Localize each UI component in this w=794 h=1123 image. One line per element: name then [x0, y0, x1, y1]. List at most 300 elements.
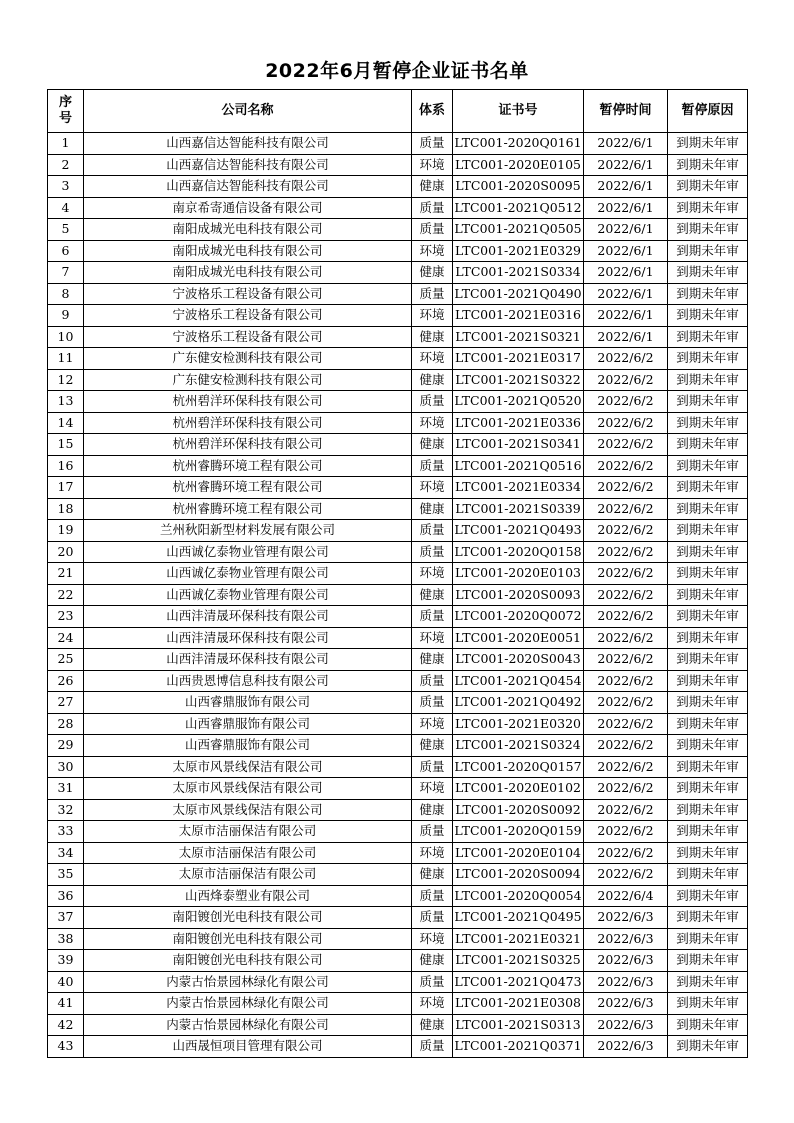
- row-reason: 到期未年审: [668, 133, 748, 155]
- row-suspend-date: 2022/6/2: [584, 627, 668, 649]
- row-seq: 21: [48, 563, 84, 585]
- row-suspend-date: 2022/6/2: [584, 369, 668, 391]
- row-cert-no: LTC001-2021Q0495: [453, 907, 584, 929]
- row-seq: 10: [48, 326, 84, 348]
- row-suspend-date: 2022/6/1: [584, 262, 668, 284]
- row-cert-no: LTC001-2021S0325: [453, 950, 584, 972]
- row-suspend-date: 2022/6/2: [584, 799, 668, 821]
- row-company: 山西烽泰塑业有限公司: [84, 885, 412, 907]
- row-cert-no: LTC001-2020Q0161: [453, 133, 584, 155]
- table-row: [48, 799, 748, 821]
- row-suspend-date: 2022/6/2: [584, 821, 668, 843]
- row-system: 质量: [412, 219, 453, 241]
- row-suspend-date: 2022/6/4: [584, 885, 668, 907]
- row-system: 环境: [412, 240, 453, 262]
- row-cert-no: LTC001-2021Q0493: [453, 520, 584, 542]
- row-reason: 到期未年审: [668, 262, 748, 284]
- header-reason: 暂停原因: [668, 90, 748, 133]
- row-suspend-date: 2022/6/2: [584, 735, 668, 757]
- row-company: 杭州睿腾环境工程有限公司: [84, 455, 412, 477]
- table-row: [48, 369, 748, 391]
- row-reason: 到期未年审: [668, 176, 748, 198]
- table-row: [48, 434, 748, 456]
- row-cert-no: LTC001-2021Q0371: [453, 1036, 584, 1058]
- row-cert-no: LTC001-2021E0320: [453, 713, 584, 735]
- row-reason: 到期未年审: [668, 928, 748, 950]
- row-suspend-date: 2022/6/2: [584, 606, 668, 628]
- row-system: 健康: [412, 864, 453, 886]
- row-company: 南阳镀创光电科技有限公司: [84, 928, 412, 950]
- row-reason: 到期未年审: [668, 477, 748, 499]
- row-cert-no: LTC001-2021S0334: [453, 262, 584, 284]
- table-row: [48, 842, 748, 864]
- row-seq: 27: [48, 692, 84, 714]
- row-cert-no: LTC001-2021Q0473: [453, 971, 584, 993]
- table-row: [48, 154, 748, 176]
- row-suspend-date: 2022/6/2: [584, 670, 668, 692]
- row-suspend-date: 2022/6/2: [584, 713, 668, 735]
- row-company: 太原市洁丽保洁有限公司: [84, 842, 412, 864]
- row-cert-no: LTC001-2021E0308: [453, 993, 584, 1015]
- row-suspend-date: 2022/6/2: [584, 541, 668, 563]
- row-seq: 42: [48, 1014, 84, 1036]
- row-suspend-date: 2022/6/2: [584, 584, 668, 606]
- row-system: 质量: [412, 541, 453, 563]
- table-row: [48, 240, 748, 262]
- row-system: 质量: [412, 756, 453, 778]
- row-company: 广东健安检测科技有限公司: [84, 369, 412, 391]
- row-system: 健康: [412, 176, 453, 198]
- row-suspend-date: 2022/6/2: [584, 842, 668, 864]
- row-company: 杭州睿腾环境工程有限公司: [84, 498, 412, 520]
- header-seq-bottom: 号: [58, 111, 72, 126]
- row-system: 健康: [412, 735, 453, 757]
- row-reason: 到期未年审: [668, 305, 748, 327]
- row-system: 健康: [412, 498, 453, 520]
- row-company: 山西睿鼎服饰有限公司: [84, 735, 412, 757]
- row-reason: 到期未年审: [668, 1036, 748, 1058]
- row-seq: 19: [48, 520, 84, 542]
- row-company: 杭州碧洋环保科技有限公司: [84, 391, 412, 413]
- table-row: [48, 219, 748, 241]
- row-seq: 25: [48, 649, 84, 671]
- row-system: 健康: [412, 799, 453, 821]
- row-system: 环境: [412, 563, 453, 585]
- row-seq: 1: [48, 133, 84, 155]
- row-suspend-date: 2022/6/1: [584, 283, 668, 305]
- table-row: [48, 305, 748, 327]
- suspended-certificates-table: [47, 89, 748, 1058]
- row-suspend-date: 2022/6/2: [584, 455, 668, 477]
- row-cert-no: LTC001-2021S0324: [453, 735, 584, 757]
- row-suspend-date: 2022/6/2: [584, 477, 668, 499]
- row-company: 太原市风景线保洁有限公司: [84, 756, 412, 778]
- row-company: 南阳镀创光电科技有限公司: [84, 907, 412, 929]
- row-seq: 34: [48, 842, 84, 864]
- row-suspend-date: 2022/6/2: [584, 498, 668, 520]
- row-company: 杭州睿腾环境工程有限公司: [84, 477, 412, 499]
- row-system: 健康: [412, 584, 453, 606]
- row-cert-no: LTC001-2020E0102: [453, 778, 584, 800]
- row-seq: 26: [48, 670, 84, 692]
- row-reason: 到期未年审: [668, 885, 748, 907]
- row-suspend-date: 2022/6/1: [584, 176, 668, 198]
- row-reason: 到期未年审: [668, 993, 748, 1015]
- row-cert-no: LTC001-2020E0051: [453, 627, 584, 649]
- table-row: [48, 928, 748, 950]
- row-company: 太原市风景线保洁有限公司: [84, 799, 412, 821]
- row-suspend-date: 2022/6/1: [584, 240, 668, 262]
- table-row: [48, 326, 748, 348]
- row-reason: 到期未年审: [668, 649, 748, 671]
- row-reason: 到期未年审: [668, 154, 748, 176]
- row-seq: 31: [48, 778, 84, 800]
- row-system: 质量: [412, 971, 453, 993]
- row-seq: 16: [48, 455, 84, 477]
- row-seq: 30: [48, 756, 84, 778]
- row-reason: 到期未年审: [668, 498, 748, 520]
- row-reason: 到期未年审: [668, 950, 748, 972]
- row-reason: 到期未年审: [668, 735, 748, 757]
- row-system: 质量: [412, 133, 453, 155]
- row-seq: 6: [48, 240, 84, 262]
- row-reason: 到期未年审: [668, 369, 748, 391]
- row-reason: 到期未年审: [668, 692, 748, 714]
- row-system: 环境: [412, 627, 453, 649]
- row-company: 南阳镀创光电科技有限公司: [84, 950, 412, 972]
- row-system: 环境: [412, 842, 453, 864]
- row-suspend-date: 2022/6/2: [584, 391, 668, 413]
- row-reason: 到期未年审: [668, 541, 748, 563]
- row-company: 内蒙古怡景园林绿化有限公司: [84, 993, 412, 1015]
- table-row: [48, 412, 748, 434]
- row-company: 南京希寄通信设备有限公司: [84, 197, 412, 219]
- table-row: [48, 348, 748, 370]
- row-system: 环境: [412, 778, 453, 800]
- row-system: 环境: [412, 348, 453, 370]
- row-suspend-date: 2022/6/1: [584, 133, 668, 155]
- row-reason: 到期未年审: [668, 348, 748, 370]
- row-reason: 到期未年审: [668, 1014, 748, 1036]
- row-company: 南阳成城光电科技有限公司: [84, 240, 412, 262]
- page-title: 2022年6月暂停企业证书名单: [265, 60, 529, 82]
- row-cert-no: LTC001-2020E0105: [453, 154, 584, 176]
- row-suspend-date: 2022/6/1: [584, 154, 668, 176]
- row-company: 山西诚亿泰物业管理有限公司: [84, 563, 412, 585]
- row-system: 质量: [412, 885, 453, 907]
- row-suspend-date: 2022/6/1: [584, 326, 668, 348]
- table-row: [48, 649, 748, 671]
- row-cert-no: LTC001-2021Q0454: [453, 670, 584, 692]
- row-company: 内蒙古怡景园林绿化有限公司: [84, 971, 412, 993]
- row-seq: 39: [48, 950, 84, 972]
- table-header-row: [48, 90, 748, 133]
- row-cert-no: LTC001-2021Q0520: [453, 391, 584, 413]
- row-company: 山西嘉信达智能科技有限公司: [84, 154, 412, 176]
- row-suspend-date: 2022/6/2: [584, 348, 668, 370]
- row-company: 兰州秋阳新型材料发展有限公司: [84, 520, 412, 542]
- row-cert-no: LTC001-2020S0093: [453, 584, 584, 606]
- row-seq: 32: [48, 799, 84, 821]
- row-cert-no: LTC001-2021S0322: [453, 369, 584, 391]
- row-reason: 到期未年审: [668, 864, 748, 886]
- row-system: 环境: [412, 928, 453, 950]
- row-cert-no: LTC001-2020Q0054: [453, 885, 584, 907]
- row-reason: 到期未年审: [668, 627, 748, 649]
- row-suspend-date: 2022/6/2: [584, 756, 668, 778]
- table-row: [48, 498, 748, 520]
- row-seq: 20: [48, 541, 84, 563]
- row-cert-no: LTC001-2020Q0158: [453, 541, 584, 563]
- table-row: [48, 756, 748, 778]
- table-row: [48, 520, 748, 542]
- row-system: 健康: [412, 434, 453, 456]
- row-suspend-date: 2022/6/2: [584, 520, 668, 542]
- table-row: [48, 670, 748, 692]
- row-system: 质量: [412, 520, 453, 542]
- row-system: 环境: [412, 993, 453, 1015]
- row-cert-no: LTC001-2021E0334: [453, 477, 584, 499]
- row-cert-no: LTC001-2020S0043: [453, 649, 584, 671]
- row-company: 山西睿鼎服饰有限公司: [84, 713, 412, 735]
- row-company: 宁波格乐工程设备有限公司: [84, 283, 412, 305]
- row-company: 山西晟恒项目管理有限公司: [84, 1036, 412, 1058]
- row-seq: 40: [48, 971, 84, 993]
- table-row: [48, 713, 748, 735]
- row-seq: 35: [48, 864, 84, 886]
- row-system: 环境: [412, 713, 453, 735]
- row-seq: 12: [48, 369, 84, 391]
- row-reason: 到期未年审: [668, 219, 748, 241]
- row-company: 内蒙古怡景园林绿化有限公司: [84, 1014, 412, 1036]
- row-seq: 2: [48, 154, 84, 176]
- row-system: 质量: [412, 391, 453, 413]
- row-system: 质量: [412, 606, 453, 628]
- table-row: [48, 477, 748, 499]
- table-row: [48, 283, 748, 305]
- table-row: [48, 606, 748, 628]
- row-reason: 到期未年审: [668, 842, 748, 864]
- table-row: [48, 563, 748, 585]
- row-reason: 到期未年审: [668, 434, 748, 456]
- row-seq: 41: [48, 993, 84, 1015]
- row-cert-no: LTC001-2020S0094: [453, 864, 584, 886]
- row-company: 杭州碧洋环保科技有限公司: [84, 412, 412, 434]
- row-reason: 到期未年审: [668, 606, 748, 628]
- row-system: 环境: [412, 154, 453, 176]
- row-seq: 18: [48, 498, 84, 520]
- row-reason: 到期未年审: [668, 799, 748, 821]
- row-seq: 24: [48, 627, 84, 649]
- row-reason: 到期未年审: [668, 907, 748, 929]
- row-seq: 11: [48, 348, 84, 370]
- row-suspend-date: 2022/6/3: [584, 1014, 668, 1036]
- row-seq: 37: [48, 907, 84, 929]
- row-company: 宁波格乐工程设备有限公司: [84, 326, 412, 348]
- row-reason: 到期未年审: [668, 240, 748, 262]
- table-row: [48, 821, 748, 843]
- row-cert-no: LTC001-2020Q0157: [453, 756, 584, 778]
- table-row: [48, 907, 748, 929]
- row-system: 健康: [412, 950, 453, 972]
- row-reason: 到期未年审: [668, 756, 748, 778]
- row-suspend-date: 2022/6/3: [584, 950, 668, 972]
- row-system: 健康: [412, 649, 453, 671]
- row-reason: 到期未年审: [668, 391, 748, 413]
- row-system: 环境: [412, 477, 453, 499]
- row-cert-no: LTC001-2021S0341: [453, 434, 584, 456]
- row-suspend-date: 2022/6/3: [584, 928, 668, 950]
- row-company: 山西嘉信达智能科技有限公司: [84, 133, 412, 155]
- row-seq: 8: [48, 283, 84, 305]
- row-reason: 到期未年审: [668, 412, 748, 434]
- row-seq: 3: [48, 176, 84, 198]
- row-company: 山西沣清晟环保科技有限公司: [84, 627, 412, 649]
- row-company: 太原市风景线保洁有限公司: [84, 778, 412, 800]
- row-reason: 到期未年审: [668, 197, 748, 219]
- header-suspend-date: 暂停时间: [584, 90, 668, 133]
- row-cert-no: LTC001-2020Q0159: [453, 821, 584, 843]
- table-row: [48, 864, 748, 886]
- row-cert-no: LTC001-2021E0336: [453, 412, 584, 434]
- row-system: 环境: [412, 305, 453, 327]
- table-row: [48, 391, 748, 413]
- row-cert-no: LTC001-2020S0095: [453, 176, 584, 198]
- table-row: [48, 541, 748, 563]
- row-company: 宁波格乐工程设备有限公司: [84, 305, 412, 327]
- row-cert-no: LTC001-2021E0321: [453, 928, 584, 950]
- row-reason: 到期未年审: [668, 821, 748, 843]
- row-system: 质量: [412, 1036, 453, 1058]
- row-company: 太原市洁丽保洁有限公司: [84, 821, 412, 843]
- row-company: 山西贵恩博信息科技有限公司: [84, 670, 412, 692]
- table-row: [48, 1014, 748, 1036]
- row-system: 质量: [412, 692, 453, 714]
- header-cert-no: 证书号: [453, 90, 584, 133]
- row-cert-no: LTC001-2020E0104: [453, 842, 584, 864]
- row-reason: 到期未年审: [668, 563, 748, 585]
- row-company: 南阳成城光电科技有限公司: [84, 219, 412, 241]
- row-system: 质量: [412, 197, 453, 219]
- row-reason: 到期未年审: [668, 971, 748, 993]
- row-company: 山西嘉信达智能科技有限公司: [84, 176, 412, 198]
- row-suspend-date: 2022/6/1: [584, 197, 668, 219]
- row-seq: 5: [48, 219, 84, 241]
- table-row: [48, 950, 748, 972]
- row-company: 山西睿鼎服饰有限公司: [84, 692, 412, 714]
- row-system: 健康: [412, 1014, 453, 1036]
- row-seq: 33: [48, 821, 84, 843]
- row-cert-no: LTC001-2021Q0516: [453, 455, 584, 477]
- row-cert-no: LTC001-2020E0103: [453, 563, 584, 585]
- row-reason: 到期未年审: [668, 283, 748, 305]
- row-suspend-date: 2022/6/3: [584, 993, 668, 1015]
- row-reason: 到期未年审: [668, 455, 748, 477]
- row-cert-no: LTC001-2020S0092: [453, 799, 584, 821]
- header-company: 公司名称: [84, 90, 412, 133]
- row-cert-no: LTC001-2021E0316: [453, 305, 584, 327]
- table-body: [48, 133, 748, 1058]
- row-system: 健康: [412, 262, 453, 284]
- row-seq: 23: [48, 606, 84, 628]
- row-cert-no: LTC001-2021S0339: [453, 498, 584, 520]
- header-system: 体系: [412, 90, 453, 133]
- header-seq: [48, 90, 84, 133]
- table-row: [48, 584, 748, 606]
- row-reason: 到期未年审: [668, 670, 748, 692]
- row-cert-no: LTC001-2021Q0490: [453, 283, 584, 305]
- table-row: [48, 262, 748, 284]
- row-company: 杭州碧洋环保科技有限公司: [84, 434, 412, 456]
- row-company: 太原市洁丽保洁有限公司: [84, 864, 412, 886]
- row-seq: 17: [48, 477, 84, 499]
- row-seq: 38: [48, 928, 84, 950]
- row-system: 质量: [412, 283, 453, 305]
- row-seq: 14: [48, 412, 84, 434]
- row-cert-no: LTC001-2021Q0512: [453, 197, 584, 219]
- row-reason: 到期未年审: [668, 584, 748, 606]
- table-row: [48, 455, 748, 477]
- row-system: 健康: [412, 369, 453, 391]
- table-row: [48, 1036, 748, 1058]
- row-seq: 36: [48, 885, 84, 907]
- table-row: [48, 971, 748, 993]
- table-row: [48, 627, 748, 649]
- table-row: [48, 197, 748, 219]
- row-system: 质量: [412, 821, 453, 843]
- row-cert-no: LTC001-2021E0317: [453, 348, 584, 370]
- row-reason: 到期未年审: [668, 713, 748, 735]
- row-seq: 28: [48, 713, 84, 735]
- row-cert-no: LTC001-2020Q0072: [453, 606, 584, 628]
- row-suspend-date: 2022/6/3: [584, 1036, 668, 1058]
- row-company: 山西沣清晟环保科技有限公司: [84, 649, 412, 671]
- row-reason: 到期未年审: [668, 778, 748, 800]
- row-seq: 13: [48, 391, 84, 413]
- table-row: [48, 735, 748, 757]
- row-suspend-date: 2022/6/2: [584, 563, 668, 585]
- table-row: [48, 993, 748, 1015]
- row-system: 质量: [412, 455, 453, 477]
- row-seq: 7: [48, 262, 84, 284]
- row-cert-no: LTC001-2021Q0505: [453, 219, 584, 241]
- row-reason: 到期未年审: [668, 326, 748, 348]
- table-row: [48, 176, 748, 198]
- table-row: [48, 778, 748, 800]
- row-suspend-date: 2022/6/2: [584, 778, 668, 800]
- row-seq: 4: [48, 197, 84, 219]
- row-company: 广东健安检测科技有限公司: [84, 348, 412, 370]
- row-suspend-date: 2022/6/2: [584, 412, 668, 434]
- row-company: 南阳成城光电科技有限公司: [84, 262, 412, 284]
- row-seq: 22: [48, 584, 84, 606]
- row-seq: 29: [48, 735, 84, 757]
- header-seq-top: 序: [58, 95, 72, 110]
- row-suspend-date: 2022/6/1: [584, 219, 668, 241]
- row-system: 质量: [412, 670, 453, 692]
- row-system: 健康: [412, 326, 453, 348]
- table-row: [48, 133, 748, 155]
- row-system: 环境: [412, 412, 453, 434]
- row-suspend-date: 2022/6/2: [584, 864, 668, 886]
- row-system: 质量: [412, 907, 453, 929]
- row-company: 山西诚亿泰物业管理有限公司: [84, 541, 412, 563]
- row-seq: 9: [48, 305, 84, 327]
- row-suspend-date: 2022/6/2: [584, 692, 668, 714]
- row-company: 山西诚亿泰物业管理有限公司: [84, 584, 412, 606]
- row-cert-no: LTC001-2021Q0492: [453, 692, 584, 714]
- row-cert-no: LTC001-2021S0313: [453, 1014, 584, 1036]
